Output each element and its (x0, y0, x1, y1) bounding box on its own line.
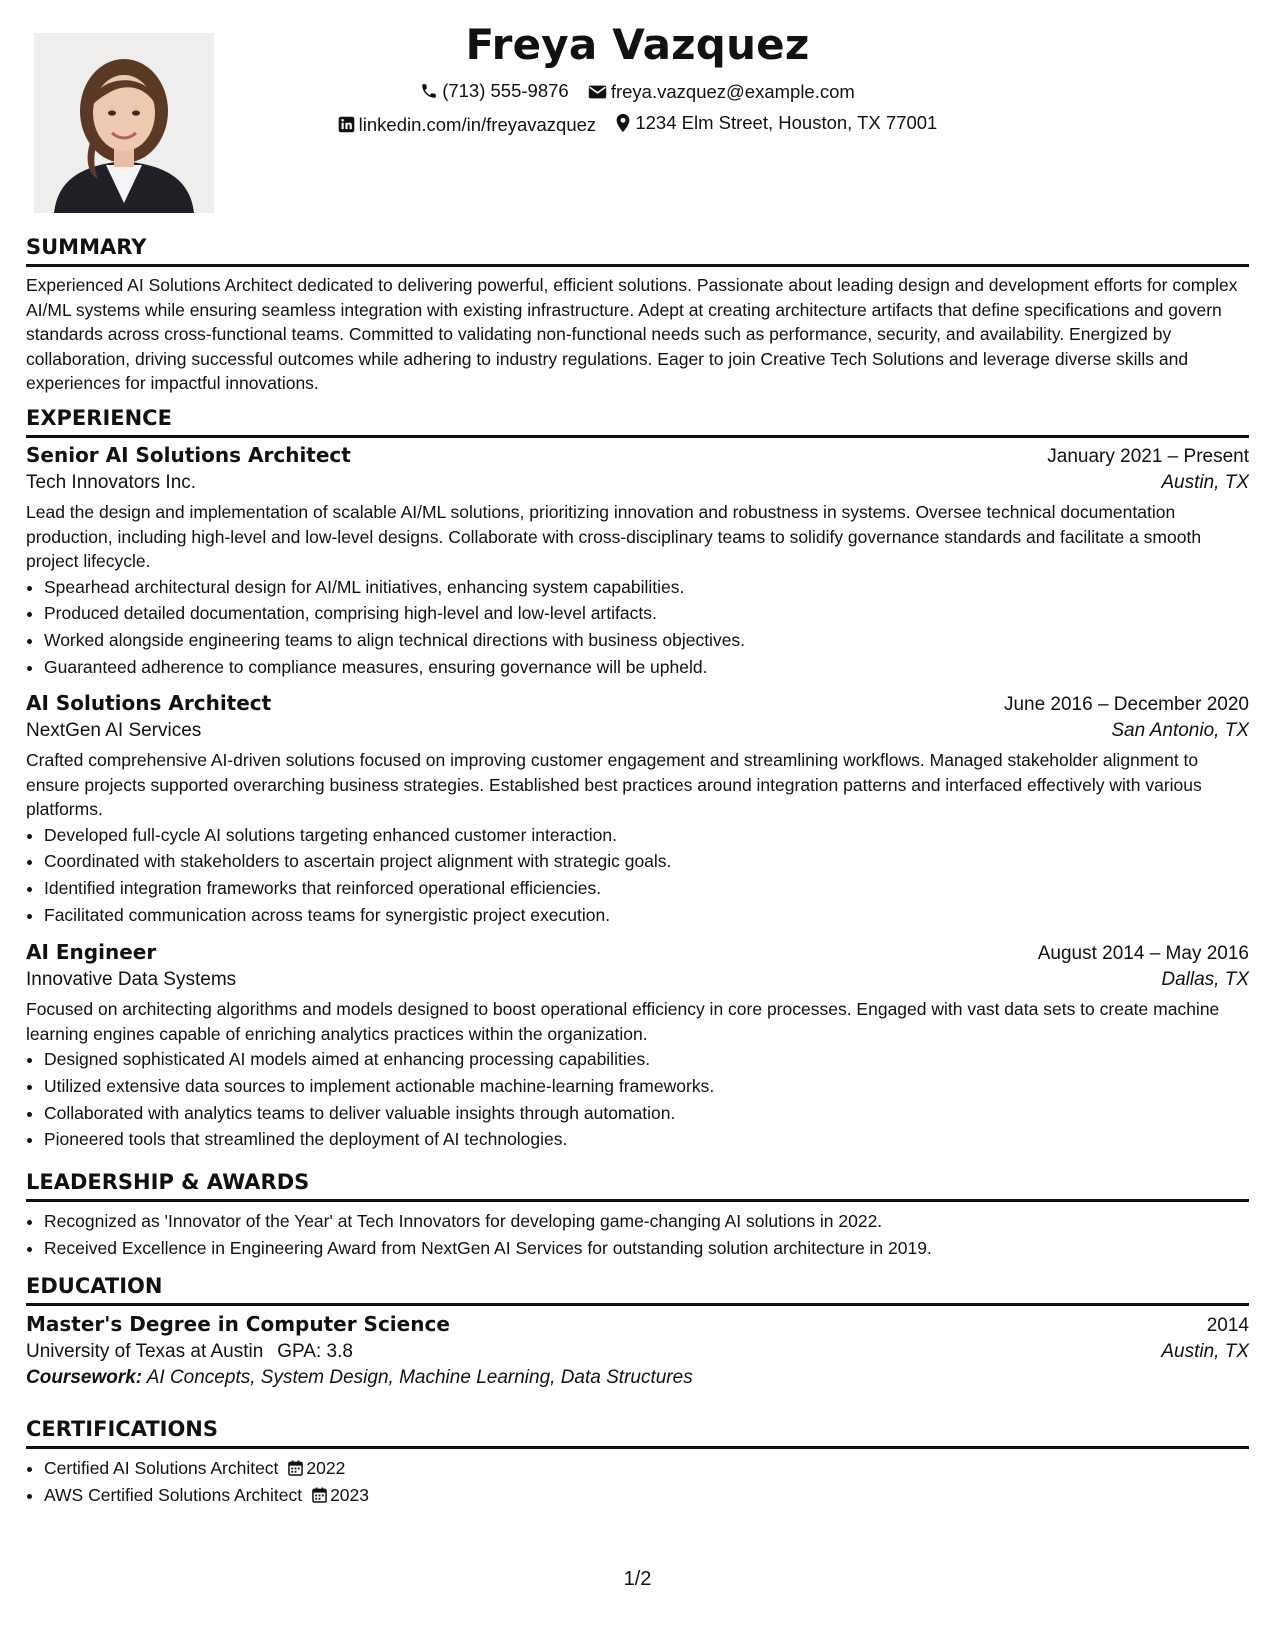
summary-text: Experienced AI Solutions Architect dedicated to delivering powerful, efficient solutions. Passionate about leading design and development efforts for complex AI/ML systems while ensuring seamless integration with existing infrastructure. Adept at creating architecture artifacts that define specifications and govern standards across cross-functional teams. Committed to validating non-functional needs such as performance, security, and availability. Energized by collaboration, driving successful outcomes while adhering to industry regulations. Eager to join Creative Tech Solutions and leverage diverse skills and experiences for impactful innovations. (26, 275, 1238, 393)
job-bullets (26, 1046, 1249, 1153)
list-item: • Worked alongside engineering teams to align technical directions with business objectives. (44, 627, 1249, 654)
list-item: • Identified integration frameworks that reinforced operational efficiencies. (44, 875, 1249, 902)
list-item: • Spearhead architectural design for AI/ML initiatives, enhancing system capabilities. (44, 574, 1249, 601)
job-dates: January 2021 – Present (1047, 446, 1249, 467)
coursework (26, 1367, 1249, 1389)
job-location: Dallas, TX (1161, 969, 1249, 990)
certifications-section (26, 1416, 1249, 1509)
job-dates: June 2016 – December 2020 (1003, 694, 1249, 715)
job-bullets (26, 822, 1249, 929)
education-section (26, 1273, 1249, 1389)
list-item: • Utilized extensive data sources to implement actionable machine-learning frameworks. (44, 1073, 1249, 1100)
list-item: • Designed sophisticated AI models aimed at enhancing processing capabilities. (44, 1046, 1249, 1073)
job-entry (26, 940, 1249, 1153)
page-number: 1/2 (623, 1568, 652, 1590)
education-title: EDUCATION (26, 1273, 1249, 1306)
school-location: Austin, TX (1161, 1341, 1249, 1362)
job-entry (26, 691, 1249, 929)
list-item: • Facilitated communication across teams for synergistic project execution. (44, 902, 1249, 929)
contact-row-2 (26, 112, 1249, 138)
job-dates: August 2014 – May 2016 (1037, 943, 1249, 964)
envelope-icon (588, 84, 607, 100)
job-description: Crafted comprehensive AI-driven solutions focused on improving customer engagement and streamlining workflows. Managed stakeholder alignment to ensure projects supported overarching business strategies. Established best practices around integration patterns and interfaced effectively with various platforms. (26, 750, 1202, 819)
list-item: • Pioneered tools that streamlined the deployment of AI technologies. (44, 1126, 1249, 1153)
calendar-icon (288, 1460, 303, 1476)
job-title: AI Engineer (26, 940, 157, 964)
graduation-year: 2014 (1206, 1315, 1249, 1336)
candidate-name: Freya Vazquez (465, 20, 810, 69)
job-title: AI Solutions Architect (26, 691, 272, 715)
summary-title: SUMMARY (26, 234, 1249, 267)
contact-linkedin[interactable] (338, 114, 597, 136)
list-item: • Developed full-cycle AI solutions targeting enhanced customer interaction. (44, 822, 1249, 849)
contact-email[interactable] (588, 81, 855, 103)
summary-section (26, 234, 1249, 396)
certification-name: Certified AI Solutions Architect (44, 1458, 279, 1478)
linkedin-text: linkedin.com/in/freyavazquez (358, 113, 597, 135)
job-title: Senior AI Solutions Architect (26, 443, 351, 467)
list-item (44, 1455, 1249, 1482)
certifications-list (26, 1455, 1249, 1509)
gpa: GPA: 3.8 (277, 1341, 353, 1362)
job-location: San Antonio, TX (1111, 720, 1249, 741)
linkedin-icon (338, 116, 355, 133)
list-item: • Received Excellence in Engineering Award from NextGen AI Services for outstanding solution architecture in 2019. (44, 1235, 1249, 1262)
job-company: Innovative Data Systems (26, 969, 237, 990)
phone-icon (420, 82, 438, 100)
leadership-title: LEADERSHIP & AWARDS (26, 1169, 1249, 1202)
experience-title: EXPERIENCE (26, 405, 1249, 438)
job-location: Austin, TX (1161, 472, 1249, 493)
job-bullets (26, 574, 1249, 681)
experience-section (26, 405, 1249, 438)
contact-address (615, 112, 937, 134)
leadership-section (26, 1169, 1249, 1262)
list-item (44, 1482, 1249, 1509)
list-item: • Guaranteed adherence to compliance measures, ensuring governance will be upheld. (44, 654, 1249, 681)
contact-phone[interactable] (420, 80, 569, 102)
phone-text: (713) 555-9876 (442, 80, 569, 101)
certification-name: AWS Certified Solutions Architect (44, 1484, 303, 1505)
list-item: • Produced detailed documentation, comprising high-level and low-level artifacts. (44, 600, 1249, 627)
leadership-list (26, 1208, 1249, 1262)
school-name: University of Texas at Austin (26, 1341, 264, 1362)
job-company: NextGen AI Services (26, 720, 202, 741)
list-item: • Collaborated with analytics teams to deliver valuable insights through automation. (44, 1100, 1249, 1127)
coursework-list: AI Concepts, System Design, Machine Learning, Data Structures (146, 1367, 693, 1388)
job-company: Tech Innovators Inc. (26, 472, 197, 493)
certification-year: 2023 (330, 1484, 370, 1505)
certifications-title: CERTIFICATIONS (26, 1416, 1249, 1449)
list-item: • Coordinated with stakeholders to ascertain project alignment with strategic goals. (44, 848, 1249, 875)
job-entry (26, 443, 1249, 681)
list-item: • Recognized as 'Innovator of the Year' at Tech Innovators for developing game-changing AI solutions in 2022. (44, 1208, 1249, 1235)
job-description: Focused on architecting algorithms and models designed to boost operational efficiency in core processes. Engaged with vast data sets to create machine learning engines capable of enriching analytics practices within the organization. (26, 999, 1220, 1044)
job-description: Lead the design and implementation of scalable AI/ML solutions, prioritizing innovation and robustness in systems. Oversee technical documentation production, including high-level and low-level designs. Collaborate with cross-disciplinary teams to solidify governance standards and facilitate a smooth project lifecycle. (26, 502, 1202, 571)
contact-row-1 (26, 80, 1249, 105)
coursework-label: Coursework: (26, 1367, 143, 1388)
email-text: freya.vazquez@example.com (610, 81, 855, 102)
address-text: 1234 Elm Street, Houston, TX 77001 (635, 112, 938, 133)
degree-title: Master's Degree in Computer Science (26, 1312, 450, 1336)
map-pin-icon (615, 113, 631, 133)
calendar-icon (312, 1487, 327, 1503)
certification-year: 2022 (306, 1458, 346, 1478)
